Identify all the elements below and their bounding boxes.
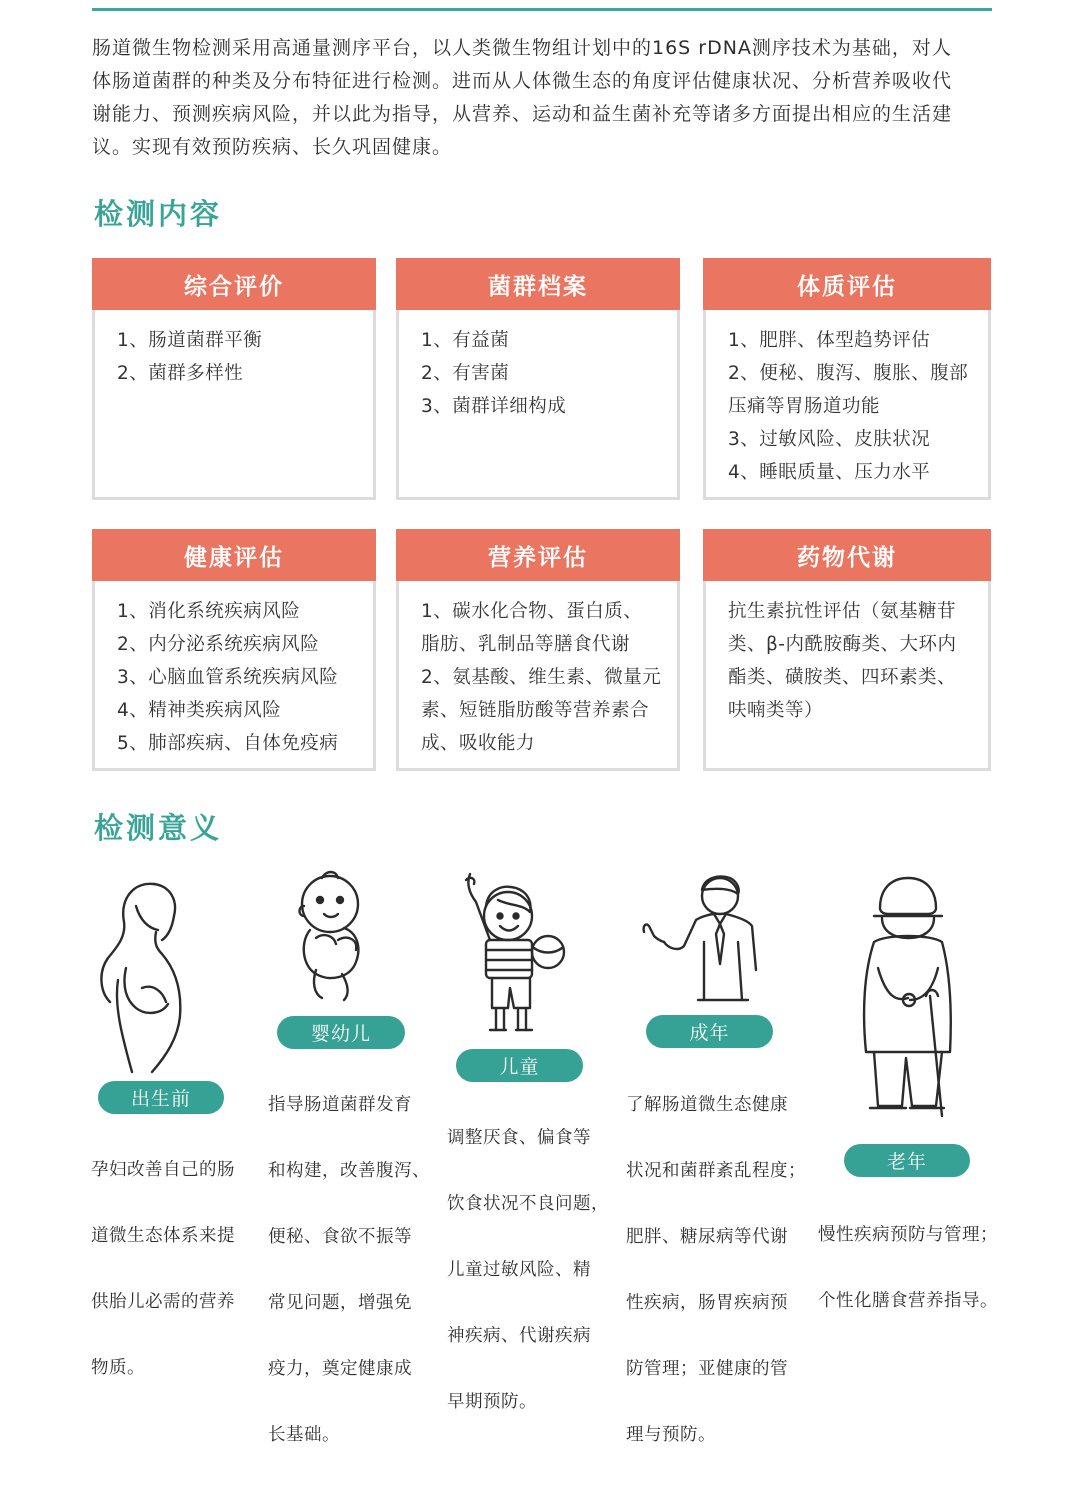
card-line: 1、消化系统疾病风险 [117,601,301,622]
adult-man-icon [638,872,788,1012]
card-line: 3、心脑血管系统疾病风险 [117,667,339,688]
desc-line: 道微生态体系来提 [91,1226,235,1246]
pregnant-woman-icon [92,876,212,1076]
desc-line: 性疾病，肠胃疾病预 [626,1293,788,1313]
desc-line: 供胎儿必需的营养 [91,1292,235,1312]
card-line: 2、氨基酸、维生素、微量元 [421,667,662,688]
card-constitution [703,258,991,500]
intro-line: 议。实现有效预防疾病、长久巩固健康。 [92,136,453,158]
card-body [706,310,988,489]
card-line: 压痛等胃肠道功能 [728,396,881,417]
card-line: 4、睡眠质量、压力水平 [728,462,931,483]
child-icon [462,870,572,1040]
desc-line: 儿童过敏风险、精 [447,1260,591,1280]
card-line: 2、内分泌系统疾病风险 [117,634,320,655]
card-line: 3、菌群详细构成 [421,396,567,417]
card-comprehensive [92,258,376,500]
card-line: 5、肺部疾病、自体免疫病 [117,733,339,754]
section-title-significance: 检测意义 [94,811,223,845]
card-title: 体质评估 [703,258,991,310]
stage-desc-prenatal [91,1121,251,1418]
card-line: 3、过敏风险、皮肤状况 [728,429,931,450]
desc-line: 防管理；亚健康的管 [626,1359,788,1379]
desc-line: 理与预防。 [626,1425,716,1445]
card-title: 综合评价 [92,258,376,310]
desc-line: 和构建，改善腹泻、 [268,1161,430,1181]
desc-line: 疫力，奠定健康成 [268,1359,412,1379]
desc-line: 便秘、食欲不振等 [268,1227,412,1247]
elderly-icon [852,872,962,1122]
desc-line: 早期预防。 [447,1392,537,1412]
desc-line: 了解肠道微生态健康 [626,1095,788,1115]
card-body [95,310,373,390]
desc-line: 个性化膳食营养指导。 [818,1291,998,1311]
card-line: 1、肥胖、体型趋势评估 [728,330,931,351]
stage-desc-elderly [818,1186,1008,1351]
card-line: 呋喃类等） [728,700,824,721]
desc-line: 调整厌食、偏食等 [447,1128,591,1148]
desc-line: 神疾病、代谢疾病 [447,1326,591,1346]
card-line: 类、β-内酰胺酶类、大环内 [728,634,957,655]
stage-desc-infant [268,1056,438,1485]
baby-icon [296,870,376,1002]
desc-line: 指导肠道菌群发育 [268,1095,412,1115]
intro-line: 体肠道菌群的种类及分布特征进行检测。进而从人体微生态的角度评估健康状况、分析营养吸收代 [92,70,953,92]
section-title-content: 检测内容 [94,197,223,231]
card-line: 素、短链脂肪酸等营养素合 [421,700,650,721]
card-health [92,529,376,771]
card-line: 1、有益菌 [421,330,510,351]
intro-paragraph [92,32,994,164]
card-line: 成、吸收能力 [421,733,536,754]
card-drug-metabolism [703,529,991,771]
card-body [706,581,988,727]
card-line: 脂肪、乳制品等膳食代谢 [421,634,631,655]
card-title: 药物代谢 [703,529,991,581]
desc-line: 物质。 [91,1358,145,1378]
desc-line: 肥胖、糖尿病等代谢 [626,1227,788,1247]
card-flora-profile [396,258,680,500]
card-line: 酯类、磺胺类、四环素类、 [728,667,957,688]
card-line: 抗生素抗性评估（氨基糖苷 [728,601,957,622]
card-body [399,581,677,760]
intro-line: 肠道微生物检测采用高通量测序平台，以人类微生物组计划中的16S rDNA测序技术为基础，对人 [92,37,952,59]
card-line: 4、精神类疾病风险 [117,700,282,721]
card-line: 2、有害菌 [421,363,510,384]
desc-line: 饮食状况不良问题， [447,1194,609,1214]
desc-line: 状况和菌群紊乱程度； [626,1161,806,1181]
desc-line: 慢性疾病预防与管理； [818,1225,998,1245]
card-line: 1、碳水化合物、蛋白质、 [421,601,643,622]
stage-label-infant: 婴幼儿 [277,1016,405,1049]
stage-label-elderly: 老年 [844,1144,970,1177]
stage-label-adult: 成年 [646,1015,773,1048]
desc-line: 常见问题，增强免 [268,1293,412,1313]
desc-line: 孕妇改善自己的肠 [91,1160,235,1180]
stage-desc-child [447,1089,617,1452]
stage-label-prenatal: 出生前 [98,1081,224,1114]
stage-desc-adult [626,1056,806,1485]
card-title: 菌群档案 [396,258,680,310]
card-line: 2、便秘、腹泻、腹胀、腹部 [728,363,969,384]
card-line: 2、菌群多样性 [117,363,244,384]
card-body [95,581,373,760]
card-nutrition [396,529,680,771]
intro-line: 谢能力、预测疾病风险，并以此为指导，从营养、运动和益生菌补充等诸多方面提出相应的生活建 [92,103,953,125]
card-title: 营养评估 [396,529,680,581]
card-line: 1、肠道菌群平衡 [117,330,263,351]
stage-label-child: 儿童 [456,1049,583,1082]
top-divider [92,8,992,11]
desc-line: 长基础。 [268,1425,340,1445]
card-title: 健康评估 [92,529,376,581]
card-body [399,310,677,423]
